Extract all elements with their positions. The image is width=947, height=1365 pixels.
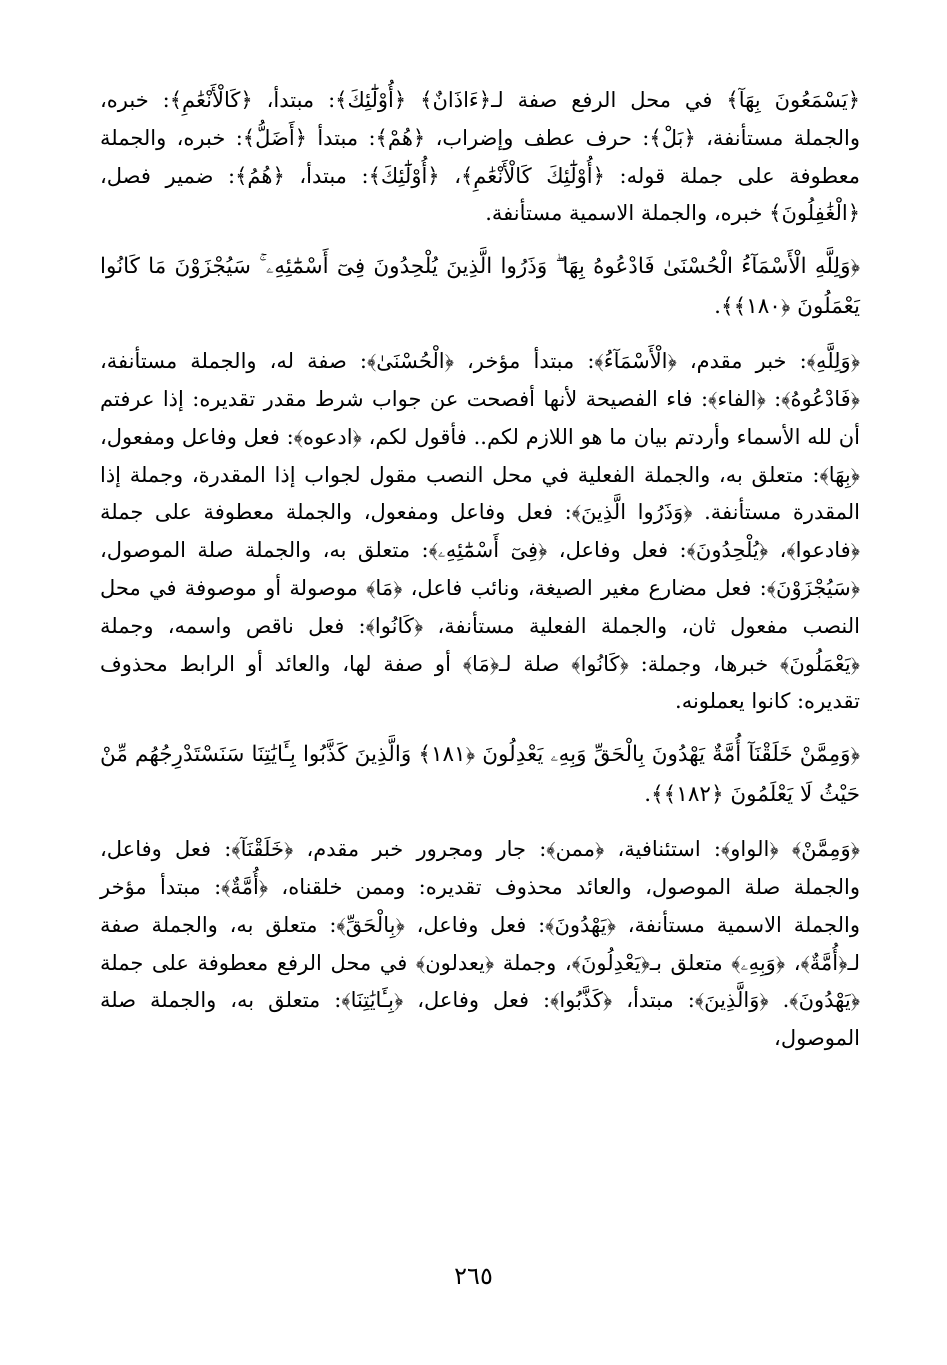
grammar-paragraph-3: ﴿وَمِمَّنْ﴾ ﴿الواو﴾: استئنافية، ﴿ممن﴾: جار ومجرور خبر مقدم، ﴿خَلَقْنَآ﴾: فعل وفاعل، والجملة صلة الموصول، والعائد محذوف تقديره: وممن خلقناه، ﴿أُمَّةٌ﴾: مبتدأ مؤخر والجملة الاسمية مستأنفة، ﴿يَهْدُونَ﴾: فعل وفاعل، ﴿بِالْحَقِّ﴾: متعلق به، والجملة صفة لـ﴿أُمَّةٌ﴾، ﴿وَبِهِۦ﴾ متعلق بـ﴿يَعْدِلُونَ﴾، وجملة ﴿يعدلون﴾ في محل الرفع معطوفة على جملة ﴿يَهْدُونَ﴾. ﴿وَالَّذِينَ﴾: مبتدأ، ﴿كَذَّبُوا﴾: فعل وفاعل، ﴿بِـَٔايَٰتِنَا﴾: متعلق به، والجملة صلة الموصول، <box>100 837 860 1051</box>
grammar-paragraph-2: ﴿وَلِلَّهِ﴾: خبر مقدم، ﴿الْأَسْمَآءُ﴾: مبتدأ مؤخر، ﴿الْحُسْنَىٰ﴾: صفة له، والجملة مستأنفة، ﴿فَادْعُوهُ﴾: ﴿الفاء﴾: فاء الفصيحة لأنها أفصحت عن جواب شرط مقدر تقديره: إذا عرفتم أن لله الأسماء وأردتم بيان ما هو اللازم لكم.. فأقول لكم، ﴿ادعوه﴾: فعل وفاعل ومفعول، ﴿بِهَا﴾: متعلق به، والجملة الفعلية في محل النصب مقول لجواب إذا المقدرة، وجملة إذا المقدرة مستأنفة. ﴿وَذَرُوا الَّذِينَ﴾: فعل وفاعل ومفعول، والجملة معطوفة على جملة ﴿فادعوا﴾، ﴿يُلْحِدُونَ﴾: فعل وفاعل، ﴿فِىٓ أَسْمَٰٓئِهِۦ﴾: متعلق به، والجملة صلة الموصول، ﴿سَيُجْزَوْنَ﴾: فعل مضارع مغير الصيغة، ونائب فاعل، ﴿مَا﴾ موصولة أو موصوفة في محل النصب مفعول ثان، والجملة الفعلية مستأنفة، ﴿كَانُوا﴾: فعل ناقص واسمه، وجملة ﴿يَعْمَلُونَ﴾ خبرها، وجملة: ﴿كَانُوا﴾ صلة لـ﴿مَا﴾ أو صفة لها، والعائد أو الرابط محذوف تقديره: كانوا يعملونه. <box>100 349 860 714</box>
grammar-paragraph-1: ﴿يَسْمَعُونَ بِهَآ﴾ في محل الرفع صفة لـ﴿ءَاذَانٌ﴾ ﴿أُوْلَٰٓئِكَ﴾: مبتدأ، ﴿كَالْأَنْعَٰمِ﴾: خبره، والجملة مستأنفة، ﴿بَلْ﴾: حرف عطف وإضراب، ﴿هُمْ﴾: مبتدأ ﴿أَضَلُّ﴾: خبره، والجملة معطوفة على جملة قوله: ﴿أُوْلَٰٓئِكَ كَالْأَنْعَٰمِ﴾، ﴿أُوْلَٰٓئِكَ﴾: مبتدأ، ﴿هُمُ﴾: ضمير فصل، ﴿الْغَٰفِلُونَ﴾ خبره، والجملة الاسمية مستأنفة. <box>100 88 860 226</box>
quran-verses-181-182: ﴿وَمِمَّنْ خَلَقْنَآ أُمَّةٌ يَهْدُونَ بِالْحَقِّ وَبِهِۦ يَعْدِلُونَ ﴿١٨١﴾ وَالَّذِينَ كَذَّبُوا بِـَٔايَٰتِنَا سَنَسْتَدْرِجُهُم مِّنْ حَيْثُ لَا يَعْلَمُونَ ﴿١٨٢﴾﴾. <box>100 742 860 808</box>
quran-verse-180: ﴿وَلِلَّهِ الْأَسْمَآءُ الْحُسْنَىٰ فَادْعُوهُ بِهَا ۖ وَذَرُوا الَّذِينَ يُلْحِدُونَ فِىٓ أَسْمَٰٓئِهِۦ ۚ سَيُجْزَوْنَ مَا كَانُوا يَعْمَلُونَ ﴿١٨٠﴾﴾. <box>100 254 860 320</box>
page-body <box>100 82 860 1072</box>
page-number: ٢٦٥ <box>454 1262 493 1290</box>
